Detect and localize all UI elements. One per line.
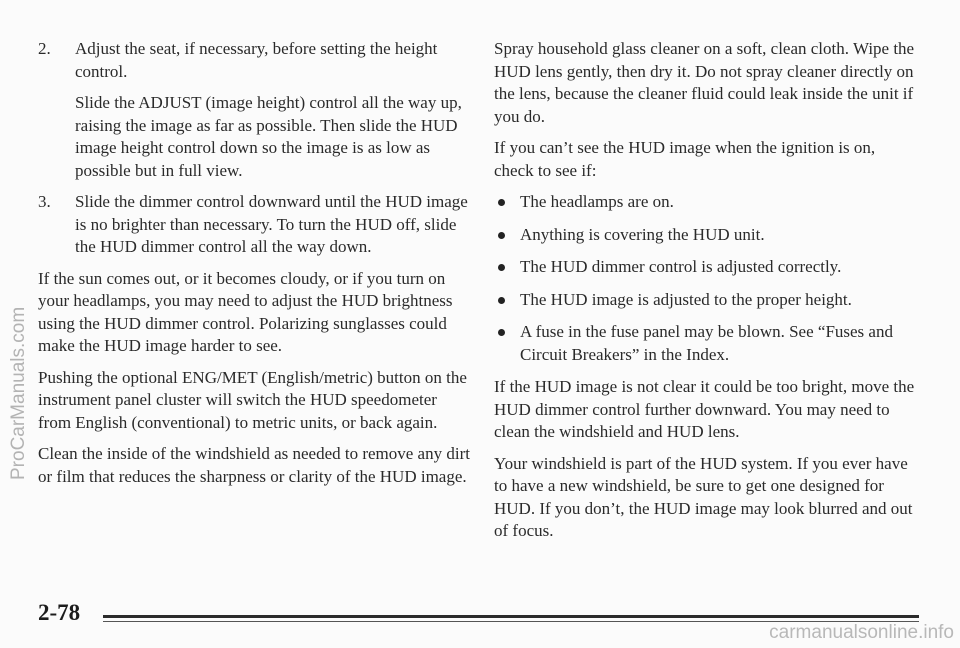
step-number: 3. [38,192,51,211]
list-item: Anything is covering the HUD unit. [494,224,918,247]
step-number: 2. [38,39,51,58]
step-paragraph: Slide the dimmer control downward until the HUD image is no brighter than necessary. To turn the HUD off, slide the HUD dimmer control all the way down. [75,192,468,256]
bottom-watermark: carmanualsonline.info [769,622,954,643]
body-paragraph: Clean the inside of the windshield as needed to remove any dirt or film that reduces the sharpness or clarity of the HUD image. [38,444,470,486]
list-item: The HUD dimmer control is adjusted correctly. [494,256,918,279]
side-watermark: ProCarManuals.com [8,306,29,480]
footer-rule [103,615,919,618]
list-item: The headlamps are on. [494,191,918,214]
list-item: The HUD image is adjusted to the proper height. [494,289,918,312]
body-paragraph: Pushing the optional ENG/MET (English/metric) button on the instrument panel cluster will switch the HUD speedometer from English (conventional) to metric units, or back again. [38,367,467,432]
step-3 [38,191,470,259]
right-column [494,38,918,552]
checklist [494,191,918,366]
body-paragraph: Your windshield is part of the HUD system. If you ever have to have a new windshield, be sure to get one designed for HUD. If you don’t, the HUD image may look blurred and out of focus. [494,453,913,540]
left-column [38,38,470,497]
step-paragraph: Adjust the seat, if necessary, before setting the height control. [75,39,438,81]
body-paragraph: If the HUD image is not clear it could be too bright, move the HUD dimmer control further downward. You may need to clean the windshield and HUD lens. [494,377,915,441]
list-item: A fuse in the fuse panel may be blown. See “Fuses and Circuit Breakers” in the Index. [494,321,918,366]
body-paragraph: If you can’t see the HUD image when the ignition is on, check to see if: [494,138,876,180]
step-paragraph: Slide the ADJUST (image height) control all the way up, raising the image as far as possible. Then slide the HUD image height control down so the image is as low as possible but in full view. [75,93,462,180]
step-2 [38,38,470,182]
body-paragraph: If the sun comes out, or it becomes cloudy, or if you turn on your headlamps, you may need to adjust the HUD brightness using the HUD dimmer control. Polarizing sunglasses could make the HUD image harder to see. [38,268,453,355]
page-number: 2-78 [38,600,81,625]
body-paragraph: Spray household glass cleaner on a soft, clean cloth. Wipe the HUD lens gently, then dry it. Do not spray cleaner directly on the lens, because the cleaner fluid could leak inside the unit if you do. [494,39,915,126]
